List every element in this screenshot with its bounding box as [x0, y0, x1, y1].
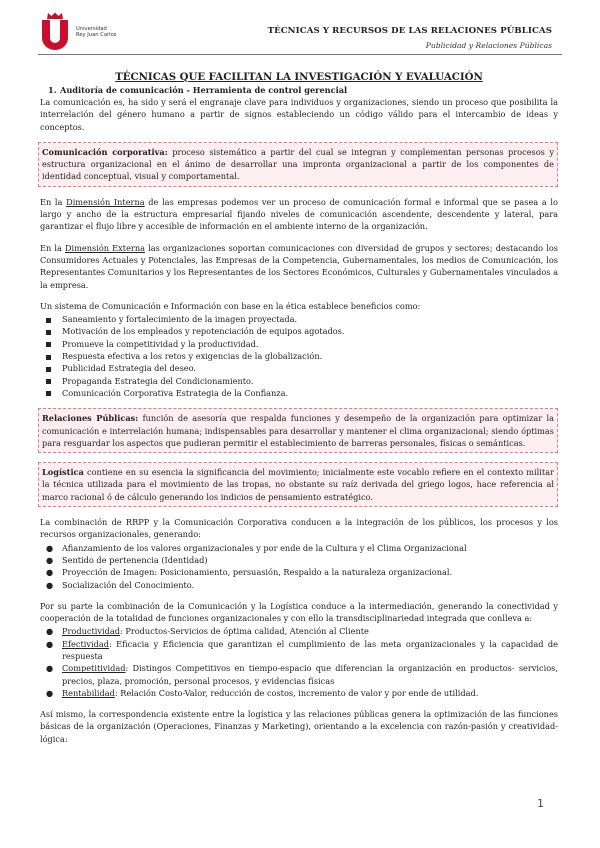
bullet-dot-icon: ●	[46, 567, 54, 578]
list-item-term: Competitividad	[62, 663, 126, 674]
list-item-term: Efectividad	[62, 638, 109, 649]
logo-line2: Rey Juan Carlos	[76, 32, 117, 38]
section-heading	[40, 85, 558, 96]
list-item	[40, 662, 558, 687]
document-title: TÉCNICAS QUE FACILITAN LA INVESTIGACIÓN Y EVALUACIÓN	[115, 71, 483, 83]
paragraph-dimension-interna	[40, 196, 558, 233]
list-item-text: Publicidad Estrategia del deseo.	[62, 363, 197, 374]
definition-term: Logística	[42, 467, 84, 478]
document-body	[40, 71, 558, 754]
list-item-term: Rentabilidad	[62, 687, 115, 698]
list-item	[40, 566, 558, 578]
list-item	[40, 638, 558, 663]
urjc-u-mark-icon	[40, 18, 70, 50]
list-item	[40, 554, 558, 566]
list-item-text: Sentido de pertenencia (Identidad)	[62, 554, 208, 565]
text-fragment: En la	[40, 242, 65, 253]
paragraph-sistema: Un sistema de Comunicación e Información con base en la ética establece beneficios como:	[40, 300, 421, 311]
list-item-text: Afianzamiento de los valores organizacionales y por ende de la Cultura y el Clima Organizacional	[62, 542, 467, 553]
list-item-text: Socialización del Conocimiento.	[62, 579, 195, 590]
list-item-text: Motivación de los empleados y repotenciación de equipos agotados.	[62, 326, 345, 337]
text-fragment: de las empresas podemos ver un proceso de comunicación formal e informal que se pasea a lo largo y ancho de la estructura empresarial fijando niveles de comunicación ascendente, descendente y lateral, para garantizar el flujo libre y accesible de información en el ambiente interno de la organización.	[40, 196, 558, 232]
bullet-dot-icon: ●	[46, 626, 54, 637]
list-item	[40, 375, 558, 387]
bullet-dot-icon: ●	[46, 579, 54, 590]
list-item	[40, 362, 558, 374]
definition-term: Comunicación corporativa:	[42, 146, 168, 157]
list-item	[40, 542, 558, 554]
square-bullet-icon	[46, 355, 51, 360]
section-number: 1.	[48, 85, 57, 95]
list-item-text: : Relación Costo-Valor, reducción de costos, incremento de valor y por ende de utilidad.	[114, 687, 479, 698]
paragraph-final: Así mismo, la correspondencia existente entre la logística y las relaciones públicas genera la optimización de las funciones básicas de la organización (Operaciones, Finanzas y Marketing), orientando a la excelencia con razón-pasión y creatividad-lógica:	[40, 709, 558, 744]
list-item-text: Comunicación Corporativa Estrategia de la Confianza.	[62, 387, 289, 398]
benefits-list	[40, 313, 558, 399]
list-item-text: : Eficacia y Eficiencia que garantizan el cumplimiento de las meta organizacionales y la capacidad de respuesta	[62, 638, 558, 661]
section-title: Auditoría de comunicación - Herramienta de control gerencial	[60, 85, 348, 95]
generando-list	[40, 542, 558, 591]
list-item	[40, 579, 558, 591]
definition-text: proceso sistemático a partir del cual se integran y complementan personas procesos y estructura organizacional en el ánimo de desarrollar una impronta organizacional a partir de los componentes de identidad conceptual, visual y comportamental.	[42, 146, 554, 182]
list-item-text: Respuesta efectiva a los retos y exigencias de la globalización.	[62, 351, 323, 362]
bullet-dot-icon: ●	[46, 687, 54, 698]
list-item	[40, 625, 558, 637]
text-fragment: En la	[40, 196, 67, 207]
list-item	[40, 338, 558, 350]
header-subtitle: Publicidad y Relaciones Públicas	[425, 41, 552, 50]
term-dimension-interna: Dimensión Interna	[66, 196, 145, 207]
list-item-text: : Productos-Servicios de óptima calidad, Atención al Cliente	[119, 626, 369, 637]
bullet-dot-icon: ●	[46, 542, 54, 553]
definition-box-comunicacion	[38, 142, 558, 187]
definition-text: función de asesoría que respalda funciones y desempeño de la organización para optimizar la comunicación e interrelación humana; indispensables para desarrollar y mantener el clima organizacional; siendo óptimas para resguardar los aspectos que pudieran permitir el establecimiento de barreras personales, físicas o semánticas.	[42, 413, 554, 448]
list-item-term: Productividad	[62, 626, 120, 637]
square-bullet-icon	[46, 379, 51, 384]
list-item-text: Propaganda Estrategia del Condicionamiento.	[62, 375, 254, 386]
list-item-text: : Distingos Competitivos en tiempo-espacio que diferencian la organización en productos- servicios, precios, plaza, promoción, personal procesos, y evidencias físicas	[62, 663, 558, 686]
list-item	[40, 350, 558, 362]
bullet-dot-icon: ●	[46, 638, 54, 649]
list-item-text: Proyección de Imagen: Posicionamiento, persuasión, Respaldo a la naturaleza organizacional.	[62, 567, 453, 578]
square-bullet-icon	[46, 318, 51, 323]
text-fragment: las organizaciones soportan comunicaciones con diversidad de grupos y sectores; destacando los Consumidores Actuales y Potenciales, las Empresas de la Competencia, Gubernamentales, los medios de Comunicación, los Representantes Comunitarios y los Representantes de los Sectores Económicos, Culturales y Gubernamentales vinculados a la empresa.	[40, 242, 558, 290]
list-item-text: Saneamiento y fortalecimiento de la imagen proyectada.	[62, 314, 298, 325]
page-number: 1	[537, 797, 544, 810]
definition-text: contiene en su esencia la significancia del movimiento; inicialmente este vocablo refiere en el contexto militar la técnica utilizada para el movimiento de las tropas, no obstante su raíz derivada del griego logos, hace referencia al marco racional ó de cálculo generando los indicios de pensamiento estratégico.	[42, 467, 554, 502]
logo-text	[76, 26, 116, 38]
paragraph-dimension-externa	[40, 242, 558, 291]
square-bullet-icon	[46, 342, 51, 347]
list-item	[40, 387, 558, 399]
list-item	[40, 313, 558, 325]
square-bullet-icon	[46, 367, 51, 372]
definition-box-relaciones-publicas	[38, 408, 558, 453]
bullet-dot-icon: ●	[46, 554, 54, 565]
square-bullet-icon	[46, 330, 51, 335]
intro-paragraph: La comunicación es, ha sido y será el engranaje clave para individuos y organizaciones, siendo un proceso que posibilita la interrelación del género humano a partir de signos estableciendo un código válido para el intercambio de ideas y conceptos.	[40, 97, 558, 132]
bullet-dot-icon: ●	[46, 663, 54, 674]
list-item	[40, 325, 558, 337]
header-divider	[38, 54, 562, 55]
list-item-text: Promueve la competitividad y la productividad.	[62, 338, 259, 349]
list-item	[40, 687, 558, 699]
definition-term: Relaciones Públicas:	[42, 413, 139, 424]
conlleva-list	[40, 625, 558, 699]
logo-line1: Universidad	[76, 26, 107, 32]
term-dimension-externa: Dimensión Externa	[64, 242, 145, 253]
header-title: TÉCNICAS Y RECURSOS DE LAS RELACIONES PÚBLICAS	[267, 26, 552, 36]
paragraph-combinacion: La combinación de RRPP y la Comunicación Corporativa conducen a la integración de los públicos, los procesos y los recursos organizacionales, generando:	[40, 517, 558, 540]
university-logo	[40, 12, 132, 52]
paragraph-logistica: Por su parte la combinación de la Comunicación y la Logística conduce a la intermediación, generando la conectividad y cooperación de la totalidad de funciones organizacionales y con ello la transdisciplinariedad integrada que conlleva a:	[40, 600, 558, 624]
square-bullet-icon	[46, 391, 51, 396]
definition-box-logistica	[38, 462, 558, 507]
